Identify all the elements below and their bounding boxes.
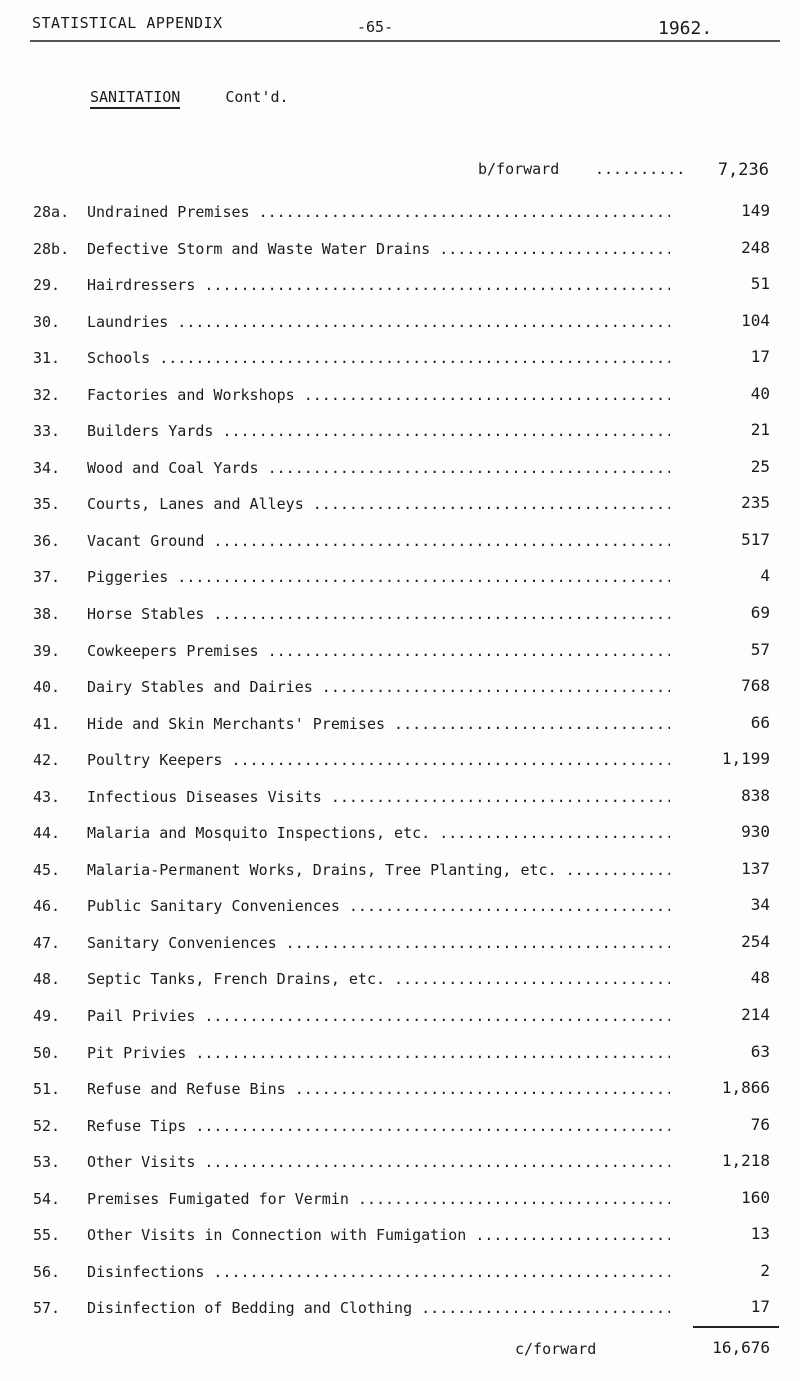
table-row <box>0 230 800 267</box>
table-row <box>0 924 800 961</box>
header-rule <box>30 40 780 42</box>
row-label: Refuse and Refuse Bins ..... <box>87 1080 670 1098</box>
row-value: 517 <box>741 529 770 549</box>
row-label: Vacant Ground ..... <box>87 532 670 550</box>
row-number: 32. <box>33 385 61 404</box>
row-number: 42. <box>33 751 61 770</box>
brought-forward-value: 7,236 <box>717 160 769 180</box>
row-label: Sanitary Conveniences ..... <box>87 934 670 952</box>
brought-forward-label: b/forward <box>478 160 560 178</box>
row-label: Disinfections ..... <box>87 1263 670 1281</box>
row-label: Courts, Lanes and Alleys ..... <box>87 495 670 513</box>
table-row <box>0 814 800 851</box>
row-value: 137 <box>741 858 770 878</box>
row-value: 17 <box>750 1297 770 1317</box>
row-label: Pail Privies ..... <box>87 1007 670 1025</box>
row-number: 30. <box>33 312 61 331</box>
row-number: 31. <box>33 349 61 368</box>
table-row <box>0 778 800 815</box>
table-row <box>0 668 800 705</box>
row-label: Hairdressers ..... <box>87 276 670 294</box>
row-value: 930 <box>741 822 770 842</box>
table-row <box>0 193 800 230</box>
table-row <box>0 997 800 1034</box>
row-number: 54. <box>33 1189 61 1208</box>
table-row <box>0 266 800 303</box>
row-label: Malaria and Mosquito Inspections, etc. ..... <box>87 824 670 842</box>
table-row <box>0 1289 800 1326</box>
row-number: 43. <box>33 787 61 806</box>
row-value: 13 <box>750 1224 770 1244</box>
row-label: Refuse Tips ..... <box>87 1117 670 1135</box>
row-number: 53. <box>33 1153 61 1172</box>
table-row <box>0 1180 800 1217</box>
row-label: Wood and Coal Yards ..... <box>87 459 670 477</box>
row-value: 1,199 <box>721 749 770 769</box>
table-row <box>0 887 800 924</box>
row-number: 40. <box>33 678 61 697</box>
row-number: 47. <box>33 933 61 952</box>
row-number: 52. <box>33 1116 61 1135</box>
row-number: 33. <box>33 422 61 441</box>
row-number: 48. <box>33 970 61 989</box>
brought-forward-leader: .......... <box>595 160 686 178</box>
row-label: Defective Storm and Waste Water Drains ..... <box>87 240 670 258</box>
table-row <box>0 595 800 632</box>
row-value: 2 <box>760 1260 770 1280</box>
row-label: Laundries ..... <box>87 313 670 331</box>
row-number: 56. <box>33 1262 61 1281</box>
row-number: 37. <box>33 568 61 587</box>
row-value: 66 <box>750 712 770 732</box>
row-number: 50. <box>33 1043 61 1062</box>
row-value: 51 <box>750 274 770 294</box>
row-label: Infectious Diseases Visits ..... <box>87 788 670 806</box>
table-row <box>0 1107 800 1144</box>
row-number: 55. <box>33 1226 61 1245</box>
page-header <box>0 8 800 68</box>
table-row <box>0 741 800 778</box>
row-label: Piggeries ..... <box>87 568 670 586</box>
row-label: Septic Tanks, French Drains, etc. ..... <box>87 970 670 988</box>
row-number: 57. <box>33 1299 61 1318</box>
row-number: 36. <box>33 531 61 550</box>
table-row <box>0 339 800 376</box>
row-value: 214 <box>741 1005 770 1025</box>
row-number: 44. <box>33 824 61 843</box>
row-number: 28b. <box>33 239 70 258</box>
row-value: 768 <box>741 676 770 696</box>
row-value: 17 <box>750 347 770 367</box>
row-label: Other Visits ..... <box>87 1153 670 1171</box>
row-value: 104 <box>741 310 770 330</box>
table-row <box>0 412 800 449</box>
row-number: 39. <box>33 641 61 660</box>
row-label: Premises Fumigated for Vermin ..... <box>87 1190 670 1208</box>
table-row <box>0 705 800 742</box>
row-value: 160 <box>741 1187 770 1207</box>
row-number: 51. <box>33 1080 61 1099</box>
row-number: 45. <box>33 860 61 879</box>
row-value: 34 <box>750 895 770 915</box>
table-row <box>0 522 800 559</box>
row-label: Schools ..... <box>87 349 670 367</box>
section-continued: Cont'd. <box>225 88 289 106</box>
row-label: Hide and Skin Merchants' Premises ..... <box>87 715 670 733</box>
table-row <box>0 485 800 522</box>
row-value: 149 <box>741 201 770 220</box>
row-value: 76 <box>750 1114 770 1134</box>
row-value: 254 <box>741 931 770 951</box>
row-value: 63 <box>750 1041 770 1061</box>
row-value: 1,866 <box>721 1078 770 1098</box>
row-label: Factories and Workshops ..... <box>87 386 670 404</box>
table-row <box>0 1034 800 1071</box>
row-value: 1,218 <box>721 1151 770 1171</box>
row-value: 235 <box>741 493 770 513</box>
row-value: 69 <box>750 603 770 623</box>
appendix-title: STATISTICAL APPENDIX <box>32 14 223 32</box>
row-label: Malaria-Permanent Works, Drains, Tree Planting, etc. ..... <box>87 861 670 879</box>
sanitation-table <box>0 193 800 1326</box>
year: 1962. <box>658 18 713 39</box>
row-number: 34. <box>33 458 61 477</box>
row-label: Undrained Premises ..... <box>87 203 670 221</box>
row-value: 838 <box>741 785 770 805</box>
row-value: 4 <box>760 566 770 586</box>
row-number: 46. <box>33 897 61 916</box>
row-value: 48 <box>750 968 770 988</box>
row-number: 35. <box>33 495 61 514</box>
table-row <box>0 303 800 340</box>
table-row <box>0 1216 800 1253</box>
row-value: 21 <box>750 420 770 440</box>
carried-forward-label: c/forward <box>515 1340 597 1358</box>
table-row <box>0 449 800 486</box>
row-number: 49. <box>33 1007 61 1026</box>
row-number: 28a. <box>33 203 70 221</box>
page-number: -65- <box>357 18 394 36</box>
total-rule <box>693 1326 779 1328</box>
row-number: 41. <box>33 714 61 733</box>
table-row <box>0 1143 800 1180</box>
row-label: Other Visits in Connection with Fumigation ..... <box>87 1226 670 1244</box>
row-label: Poultry Keepers ..... <box>87 751 670 769</box>
row-label: Horse Stables ..... <box>87 605 670 623</box>
table-row <box>0 960 800 997</box>
row-number: 29. <box>33 276 61 295</box>
row-value: 40 <box>750 383 770 403</box>
table-row <box>0 632 800 669</box>
row-value: 57 <box>750 639 770 659</box>
section-heading <box>90 88 289 109</box>
row-label: Builders Yards ..... <box>87 422 670 440</box>
table-row <box>0 376 800 413</box>
row-value: 25 <box>750 456 770 476</box>
table-row <box>0 558 800 595</box>
row-value: 248 <box>741 237 770 257</box>
section-title: SANITATION <box>90 88 180 109</box>
row-label: Dairy Stables and Dairies ..... <box>87 678 670 696</box>
row-number: 38. <box>33 605 61 624</box>
row-label: Cowkeepers Premises ..... <box>87 642 670 660</box>
row-label: Public Sanitary Conveniences ..... <box>87 897 670 915</box>
table-row <box>0 1253 800 1290</box>
row-label: Pit Privies ..... <box>87 1044 670 1062</box>
row-label: Disinfection of Bedding and Clothing ..... <box>87 1299 670 1317</box>
table-row <box>0 1070 800 1107</box>
carried-forward-value: 16,676 <box>712 1338 770 1357</box>
table-row <box>0 851 800 888</box>
